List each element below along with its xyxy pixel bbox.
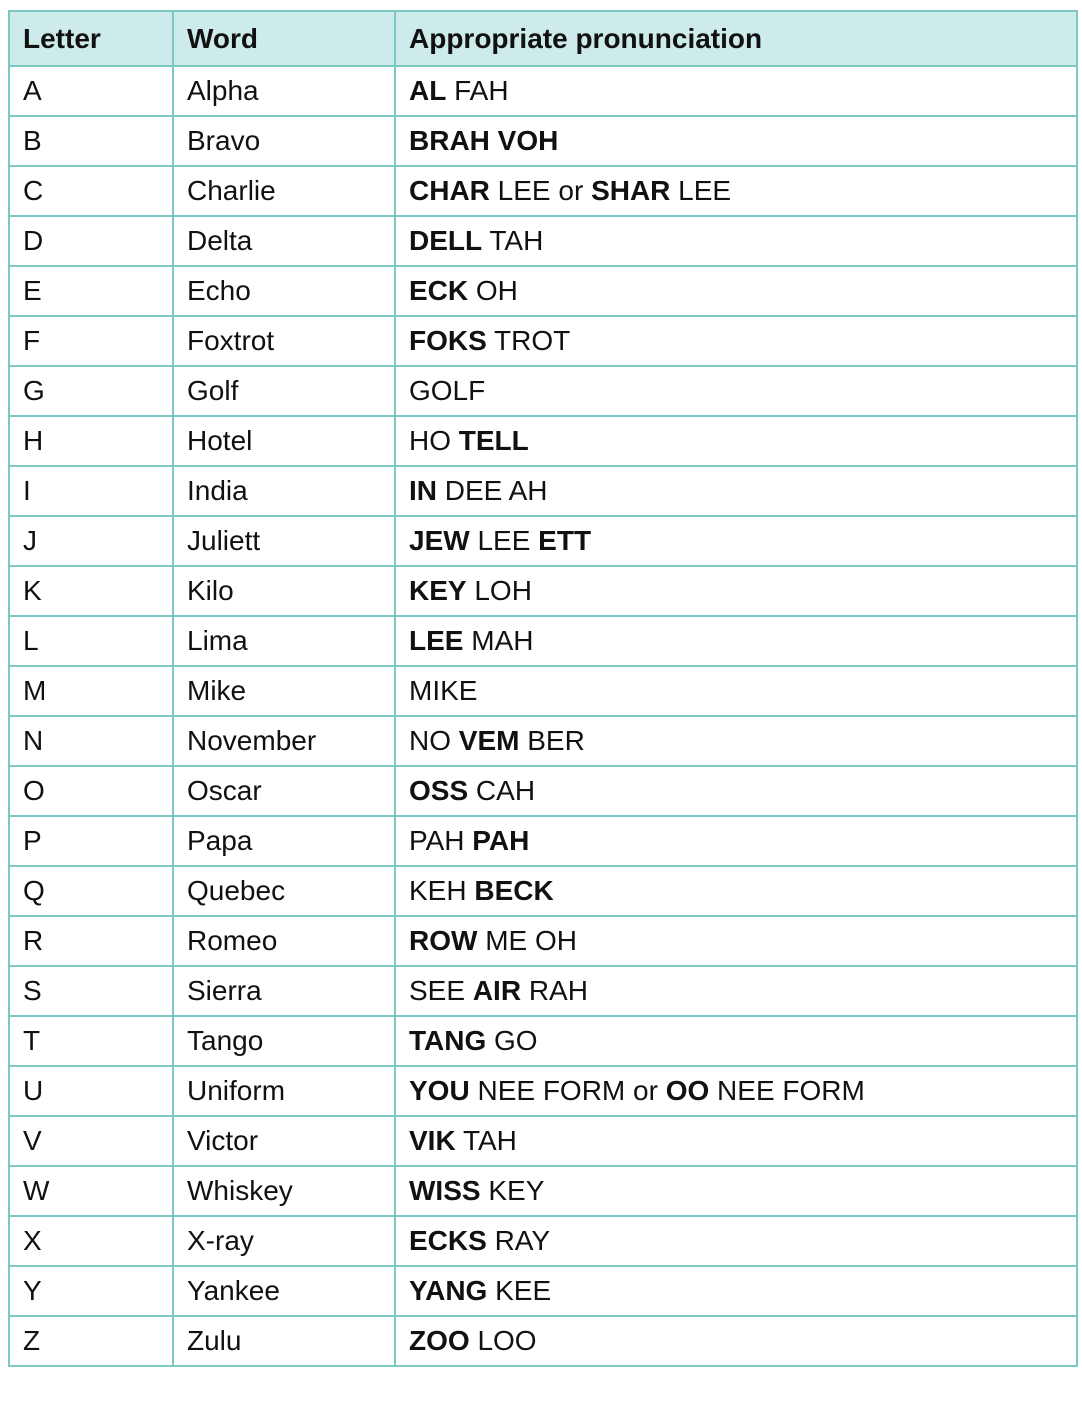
- stressed-syllable: YANG: [409, 1275, 488, 1306]
- pronunciation-cell: [395, 116, 1077, 166]
- word-cell: Alpha: [173, 66, 395, 116]
- unstressed-syllable: LOO: [469, 1325, 537, 1356]
- table-header: [9, 11, 1077, 66]
- letter-cell: S: [9, 966, 173, 1016]
- letter-cell: G: [9, 366, 173, 416]
- letter-cell: H: [9, 416, 173, 466]
- letter-cell: Q: [9, 866, 173, 916]
- letter-cell: R: [9, 916, 173, 966]
- letter-cell: T: [9, 1016, 173, 1066]
- pronunciation-cell: [395, 466, 1077, 516]
- unstressed-syllable: KEY: [480, 1175, 545, 1206]
- stressed-syllable: OSS: [409, 775, 469, 806]
- word-cell: Mike: [173, 666, 395, 716]
- unstressed-syllable: FAH: [446, 75, 509, 106]
- letter-cell: D: [9, 216, 173, 266]
- word-cell: Victor: [173, 1116, 395, 1166]
- unstressed-syllable: NEE FORM: [709, 1075, 865, 1106]
- stressed-syllable: CHAR: [409, 175, 490, 206]
- table-row: [9, 366, 1077, 416]
- letter-cell: Z: [9, 1316, 173, 1366]
- letter-cell: X: [9, 1216, 173, 1266]
- letter-cell: N: [9, 716, 173, 766]
- unstressed-syllable: CAH: [468, 775, 536, 806]
- pronunciation-cell: [395, 1016, 1077, 1066]
- unstressed-syllable: LEE: [670, 175, 732, 206]
- letter-cell: U: [9, 1066, 173, 1116]
- pronunciation-cell: [395, 566, 1077, 616]
- word-cell: Lima: [173, 616, 395, 666]
- pronunciation-cell: [395, 966, 1077, 1016]
- word-cell: Papa: [173, 816, 395, 866]
- table-row: [9, 216, 1077, 266]
- header-word: Word: [173, 11, 395, 66]
- unstressed-syllable: NEE FORM or: [469, 1075, 666, 1106]
- stressed-syllable: OO: [665, 1075, 710, 1106]
- table-row: [9, 1166, 1077, 1216]
- stressed-syllable: ETT: [538, 525, 592, 556]
- stressed-syllable: YOU: [409, 1075, 470, 1106]
- table-row: [9, 166, 1077, 216]
- letter-cell: C: [9, 166, 173, 216]
- unstressed-syllable: KEH: [409, 875, 475, 906]
- table-row: [9, 566, 1077, 616]
- unstressed-syllable: TAH: [455, 1125, 517, 1156]
- table-body: [9, 66, 1077, 1366]
- unstressed-syllable: BER: [519, 725, 585, 756]
- stressed-syllable: BECK: [474, 875, 554, 906]
- unstressed-syllable: ME OH: [477, 925, 577, 956]
- table-row: [9, 116, 1077, 166]
- table-row: [9, 416, 1077, 466]
- word-cell: Whiskey: [173, 1166, 395, 1216]
- pronunciation-cell: [395, 766, 1077, 816]
- table-row: [9, 1116, 1077, 1166]
- unstressed-syllable: GOLF: [409, 375, 486, 406]
- pronunciation-cell: [395, 1216, 1077, 1266]
- unstressed-syllable: TROT: [486, 325, 571, 356]
- pronunciation-cell: [395, 916, 1077, 966]
- word-cell: Oscar: [173, 766, 395, 816]
- table-row: [9, 816, 1077, 866]
- pronunciation-cell: [395, 616, 1077, 666]
- stressed-syllable: VEM: [458, 725, 520, 756]
- letter-cell: A: [9, 66, 173, 116]
- stressed-syllable: ECKS: [409, 1225, 487, 1256]
- table-row: [9, 666, 1077, 716]
- word-cell: Yankee: [173, 1266, 395, 1316]
- stressed-syllable: IN: [409, 475, 437, 506]
- pronunciation-cell: [395, 716, 1077, 766]
- header-row: [9, 11, 1077, 66]
- word-cell: Juliett: [173, 516, 395, 566]
- stressed-syllable: VIK: [409, 1125, 456, 1156]
- pronunciation-cell: [395, 316, 1077, 366]
- unstressed-syllable: NO: [409, 725, 459, 756]
- unstressed-syllable: RAY: [486, 1225, 551, 1256]
- letter-cell: F: [9, 316, 173, 366]
- stressed-syllable: PAH: [472, 825, 530, 856]
- table-row: [9, 1316, 1077, 1366]
- pronunciation-cell: [395, 1166, 1077, 1216]
- stressed-syllable: ECK: [409, 275, 469, 306]
- pronunciation-cell: [395, 366, 1077, 416]
- letter-cell: M: [9, 666, 173, 716]
- table-row: [9, 966, 1077, 1016]
- unstressed-syllable: TAH: [482, 225, 544, 256]
- table-row: [9, 516, 1077, 566]
- word-cell: Golf: [173, 366, 395, 416]
- unstressed-syllable: OH: [468, 275, 518, 306]
- unstressed-syllable: RAH: [521, 975, 588, 1006]
- word-cell: India: [173, 466, 395, 516]
- table-row: [9, 916, 1077, 966]
- phonetic-alphabet-table: [8, 10, 1078, 1367]
- pronunciation-cell: [395, 166, 1077, 216]
- table-row: [9, 466, 1077, 516]
- pronunciation-cell: [395, 816, 1077, 866]
- unstressed-syllable: DEE AH: [437, 475, 548, 506]
- letter-cell: E: [9, 266, 173, 316]
- table-row: [9, 1066, 1077, 1116]
- unstressed-syllable: LOH: [466, 575, 532, 606]
- pronunciation-cell: [395, 1116, 1077, 1166]
- table-row: [9, 316, 1077, 366]
- table-row: [9, 66, 1077, 116]
- word-cell: November: [173, 716, 395, 766]
- unstressed-syllable: HO: [409, 425, 459, 456]
- unstressed-syllable: PAH: [409, 825, 473, 856]
- table-row: [9, 266, 1077, 316]
- stressed-syllable: TELL: [458, 425, 529, 456]
- stressed-syllable: KEY: [409, 575, 467, 606]
- unstressed-syllable: GO: [486, 1025, 538, 1056]
- stressed-syllable: BRAH VOH: [409, 125, 559, 156]
- pronunciation-cell: [395, 1266, 1077, 1316]
- pronunciation-cell: [395, 416, 1077, 466]
- word-cell: Hotel: [173, 416, 395, 466]
- stressed-syllable: SHAR: [591, 175, 671, 206]
- letter-cell: O: [9, 766, 173, 816]
- stressed-syllable: ZOO: [409, 1325, 470, 1356]
- unstressed-syllable: LEE or: [489, 175, 592, 206]
- stressed-syllable: FOKS: [409, 325, 487, 356]
- letter-cell: J: [9, 516, 173, 566]
- stressed-syllable: ROW: [409, 925, 478, 956]
- header-pronunciation: Appropriate pronunciation: [395, 11, 1077, 66]
- table-row: [9, 866, 1077, 916]
- word-cell: Tango: [173, 1016, 395, 1066]
- word-cell: Quebec: [173, 866, 395, 916]
- pronunciation-cell: [395, 1316, 1077, 1366]
- table-row: [9, 616, 1077, 666]
- unstressed-syllable: KEE: [487, 1275, 552, 1306]
- pronunciation-cell: [395, 666, 1077, 716]
- unstressed-syllable: MIKE: [409, 675, 478, 706]
- unstressed-syllable: MAH: [463, 625, 534, 656]
- letter-cell: V: [9, 1116, 173, 1166]
- letter-cell: I: [9, 466, 173, 516]
- unstressed-syllable: LEE: [469, 525, 539, 556]
- letter-cell: W: [9, 1166, 173, 1216]
- word-cell: Delta: [173, 216, 395, 266]
- header-letter: Letter: [9, 11, 173, 66]
- stressed-syllable: DELL: [409, 225, 483, 256]
- stressed-syllable: AL: [409, 75, 447, 106]
- pronunciation-cell: [395, 866, 1077, 916]
- pronunciation-cell: [395, 1066, 1077, 1116]
- letter-cell: Y: [9, 1266, 173, 1316]
- unstressed-syllable: SEE: [409, 975, 473, 1006]
- pronunciation-cell: [395, 216, 1077, 266]
- table-row: [9, 766, 1077, 816]
- word-cell: Sierra: [173, 966, 395, 1016]
- word-cell: Echo: [173, 266, 395, 316]
- letter-cell: B: [9, 116, 173, 166]
- word-cell: Uniform: [173, 1066, 395, 1116]
- letter-cell: K: [9, 566, 173, 616]
- word-cell: Charlie: [173, 166, 395, 216]
- stressed-syllable: WISS: [409, 1175, 481, 1206]
- stressed-syllable: JEW: [409, 525, 470, 556]
- word-cell: Zulu: [173, 1316, 395, 1366]
- stressed-syllable: LEE: [409, 625, 464, 656]
- word-cell: Bravo: [173, 116, 395, 166]
- table-row: [9, 716, 1077, 766]
- word-cell: Romeo: [173, 916, 395, 966]
- stressed-syllable: TANG: [409, 1025, 487, 1056]
- letter-cell: P: [9, 816, 173, 866]
- word-cell: Foxtrot: [173, 316, 395, 366]
- word-cell: X-ray: [173, 1216, 395, 1266]
- table-row: [9, 1216, 1077, 1266]
- pronunciation-cell: [395, 66, 1077, 116]
- pronunciation-cell: [395, 266, 1077, 316]
- word-cell: Kilo: [173, 566, 395, 616]
- stressed-syllable: AIR: [472, 975, 522, 1006]
- pronunciation-cell: [395, 516, 1077, 566]
- table-row: [9, 1266, 1077, 1316]
- table-row: [9, 1016, 1077, 1066]
- letter-cell: L: [9, 616, 173, 666]
